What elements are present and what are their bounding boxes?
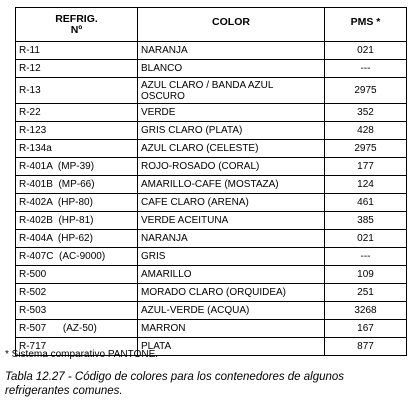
table-row <box>16 140 407 158</box>
table-row <box>16 212 407 230</box>
table-row <box>16 284 407 302</box>
table-row <box>16 60 407 78</box>
table-row <box>16 42 407 60</box>
cell-refrig: R-402B (HP-81) <box>16 212 138 230</box>
cell-refrig: R-401A (MP-39) <box>16 158 138 176</box>
cell-color: BLANCO <box>138 60 325 78</box>
cell-refrig: R-22 <box>16 104 138 122</box>
cell-color: GRIS CLARO (PLATA) <box>138 122 325 140</box>
table-row <box>16 248 407 266</box>
cell-refrig: R-500 <box>16 266 138 284</box>
table-row <box>16 122 407 140</box>
cell-pms: 385 <box>325 212 407 230</box>
cell-refrig: R-13 <box>16 78 138 104</box>
cell-color: AZUL CLARO / BANDA AZUL OSCURO <box>138 78 325 104</box>
cell-pms: 352 <box>325 104 407 122</box>
table-row <box>16 104 407 122</box>
cell-color: VERDE ACEITUNA <box>138 212 325 230</box>
cell-refrig: R-402A (HP-80) <box>16 194 138 212</box>
footnote: * Sistema comparativo PANTONE. <box>5 349 159 360</box>
header-refrig: REFRIG. Nº <box>16 8 138 42</box>
cell-refrig: R-717 <box>16 338 138 356</box>
cell-pms: 428 <box>325 122 407 140</box>
cell-refrig: R-404A (HP-62) <box>16 230 138 248</box>
cell-color: AMARILLO-CAFE (MOSTAZA) <box>138 176 325 194</box>
cell-pms: 021 <box>325 230 407 248</box>
header-pms: PMS * <box>325 8 407 42</box>
cell-color: MORADO CLARO (ORQUIDEA) <box>138 284 325 302</box>
table-header-row <box>16 8 407 42</box>
cell-pms: 021 <box>325 42 407 60</box>
cell-color: MARRON <box>138 320 325 338</box>
cell-pms: --- <box>325 60 407 78</box>
table-row <box>16 230 407 248</box>
cell-pms: 251 <box>325 284 407 302</box>
cell-color: AZUL CLARO (CELESTE) <box>138 140 325 158</box>
table-row <box>16 302 407 320</box>
cell-pms: 461 <box>325 194 407 212</box>
table-row <box>16 176 407 194</box>
cell-color: NARANJA <box>138 230 325 248</box>
cell-refrig: R-407C (AC-9000) <box>16 248 138 266</box>
cell-color: GRIS <box>138 248 325 266</box>
cell-refrig: R-502 <box>16 284 138 302</box>
cell-pms: 124 <box>325 176 407 194</box>
cell-pms: 877 <box>325 338 407 356</box>
cell-color: ROJO-ROSADO (CORAL) <box>138 158 325 176</box>
cell-pms: 2975 <box>325 78 407 104</box>
cell-refrig: R-134a <box>16 140 138 158</box>
table-row <box>16 266 407 284</box>
cell-pms: 167 <box>325 320 407 338</box>
cell-refrig: R-401B (MP-66) <box>16 176 138 194</box>
table-row <box>16 194 407 212</box>
cell-pms: 2975 <box>325 140 407 158</box>
cell-refrig: R-123 <box>16 122 138 140</box>
cell-refrig: R-11 <box>16 42 138 60</box>
cell-pms: 177 <box>325 158 407 176</box>
cell-pms: 3268 <box>325 302 407 320</box>
table-caption: Tabla 12.27 - Código de colores para los contenedores de algunos refrigerantes comunes. <box>5 371 345 397</box>
cell-pms: 109 <box>325 266 407 284</box>
cell-color: AZUL-VERDE (ACQUA) <box>138 302 325 320</box>
cell-color: PLATA <box>138 338 325 356</box>
cell-refrig: R-507 (AZ-50) <box>16 320 138 338</box>
cell-color: NARANJA <box>138 42 325 60</box>
cell-pms: --- <box>325 248 407 266</box>
cell-refrig: R-12 <box>16 60 138 78</box>
cell-color: AMARILLO <box>138 266 325 284</box>
table-row <box>16 320 407 338</box>
table-row <box>16 78 407 104</box>
cell-refrig: R-503 <box>16 302 138 320</box>
cell-color: VERDE <box>138 104 325 122</box>
table-row <box>16 158 407 176</box>
header-color: COLOR <box>138 8 325 42</box>
cell-color: CAFE CLARO (ARENA) <box>138 194 325 212</box>
refrigerant-color-table <box>15 7 407 356</box>
